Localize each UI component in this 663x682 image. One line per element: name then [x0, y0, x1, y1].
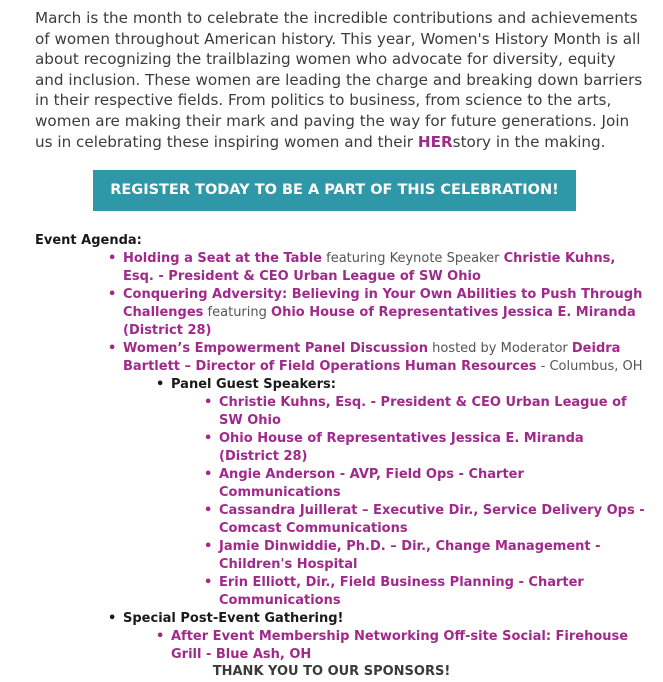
post-event-heading: [123, 610, 645, 628]
panel-label: Panel Guest Speakers:: [171, 377, 336, 392]
agenda-item: [123, 250, 645, 286]
sponsors-thanks: THANK YOU TO OUR SPONSORS!: [212, 664, 451, 679]
agenda-list: [123, 250, 645, 376]
panel-speaker-text: Cassandra Juillerat – Executive Dir., Service Delivery Ops - Comcast Communications: [219, 503, 645, 536]
panel-speaker-text: Angie Anderson - AVP, Field Ops - Charter Communications: [219, 467, 524, 500]
agenda-item-connector: hosted by Moderator: [427, 341, 572, 356]
agenda-item-title: Holding a Seat at the Table: [123, 251, 322, 266]
event-agenda: [35, 232, 645, 664]
intro-text-end: story in the making.: [452, 132, 606, 151]
panel-speaker: [219, 538, 645, 574]
panel-heading: [171, 376, 645, 394]
post-event-items: [171, 628, 645, 664]
agenda-item-speaker: Ohio House of Representatives Jessica E. Miranda (District 28): [123, 305, 636, 338]
panel-speaker: [219, 394, 645, 430]
agenda-item-title: Conquering Adversity: Believing in Your Own Abilities to Push Through Challenges: [123, 287, 643, 320]
agenda-item-speaker: Deidra Bartlett – Director of Field Operations Human Resources: [123, 341, 621, 374]
agenda-item-connector: featuring: [203, 305, 272, 320]
panel-speaker: [219, 430, 645, 466]
agenda-item-location: - Columbus, OH: [536, 359, 643, 374]
panel-speaker-text: Ohio House of Representatives Jessica E. Miranda (District 28): [219, 431, 584, 464]
panel-speaker: [219, 574, 645, 610]
post-event-item: [171, 628, 645, 664]
agenda-item: [123, 286, 645, 340]
panel-speaker: [219, 466, 645, 502]
panel-speaker-text: Christie Kuhns, Esq. - President & CEO Urban League of SW Ohio: [219, 395, 627, 428]
agenda-item: [123, 340, 645, 376]
agenda-item-title: Women’s Empowerment Panel Discussion: [123, 341, 428, 356]
register-button[interactable]: REGISTER TODAY TO BE A PART OF THIS CELEBRATION!: [93, 170, 576, 211]
post-event-item-text: After Event Membership Networking Off-site Social: Firehouse Grill - Blue Ash, OH: [171, 629, 629, 662]
panel-speaker: [219, 502, 645, 538]
intro-text: March is the month to celebrate the incredible contributions and achievements of women throughout American history. This year, Women's History Month is all about recognizing the trailblazing women who advocate for diversity, equity and inclusion. These women are leading the charge and breaking down barriers in their respective fields. From politics to business, from science to the arts, women are making their mark and paving the way for future generations. Join us in celebrating these inspiring women and their: [35, 9, 643, 151]
agenda-item-speaker: Christie Kuhns, Esq. - President & CEO Urban League of SW Ohio: [123, 251, 616, 284]
intro-her-highlight: HER: [417, 132, 453, 151]
agenda-title: Event Agenda:: [35, 233, 142, 248]
panel-speaker-text: Jamie Dinwiddie, Ph.D. – Dir., Change Management - Children's Hospital: [219, 539, 601, 572]
post-event-list: [123, 610, 645, 628]
agenda-item-connector: featuring Keynote Speaker: [321, 251, 504, 266]
panel-speakers: [219, 394, 645, 610]
post-event-label: Special Post-Event Gathering!: [123, 611, 344, 626]
panel-speaker-text: Erin Elliott, Dir., Field Business Planning - Charter Communications: [219, 575, 584, 608]
panel-list: [171, 376, 645, 394]
intro-paragraph: [35, 8, 645, 152]
